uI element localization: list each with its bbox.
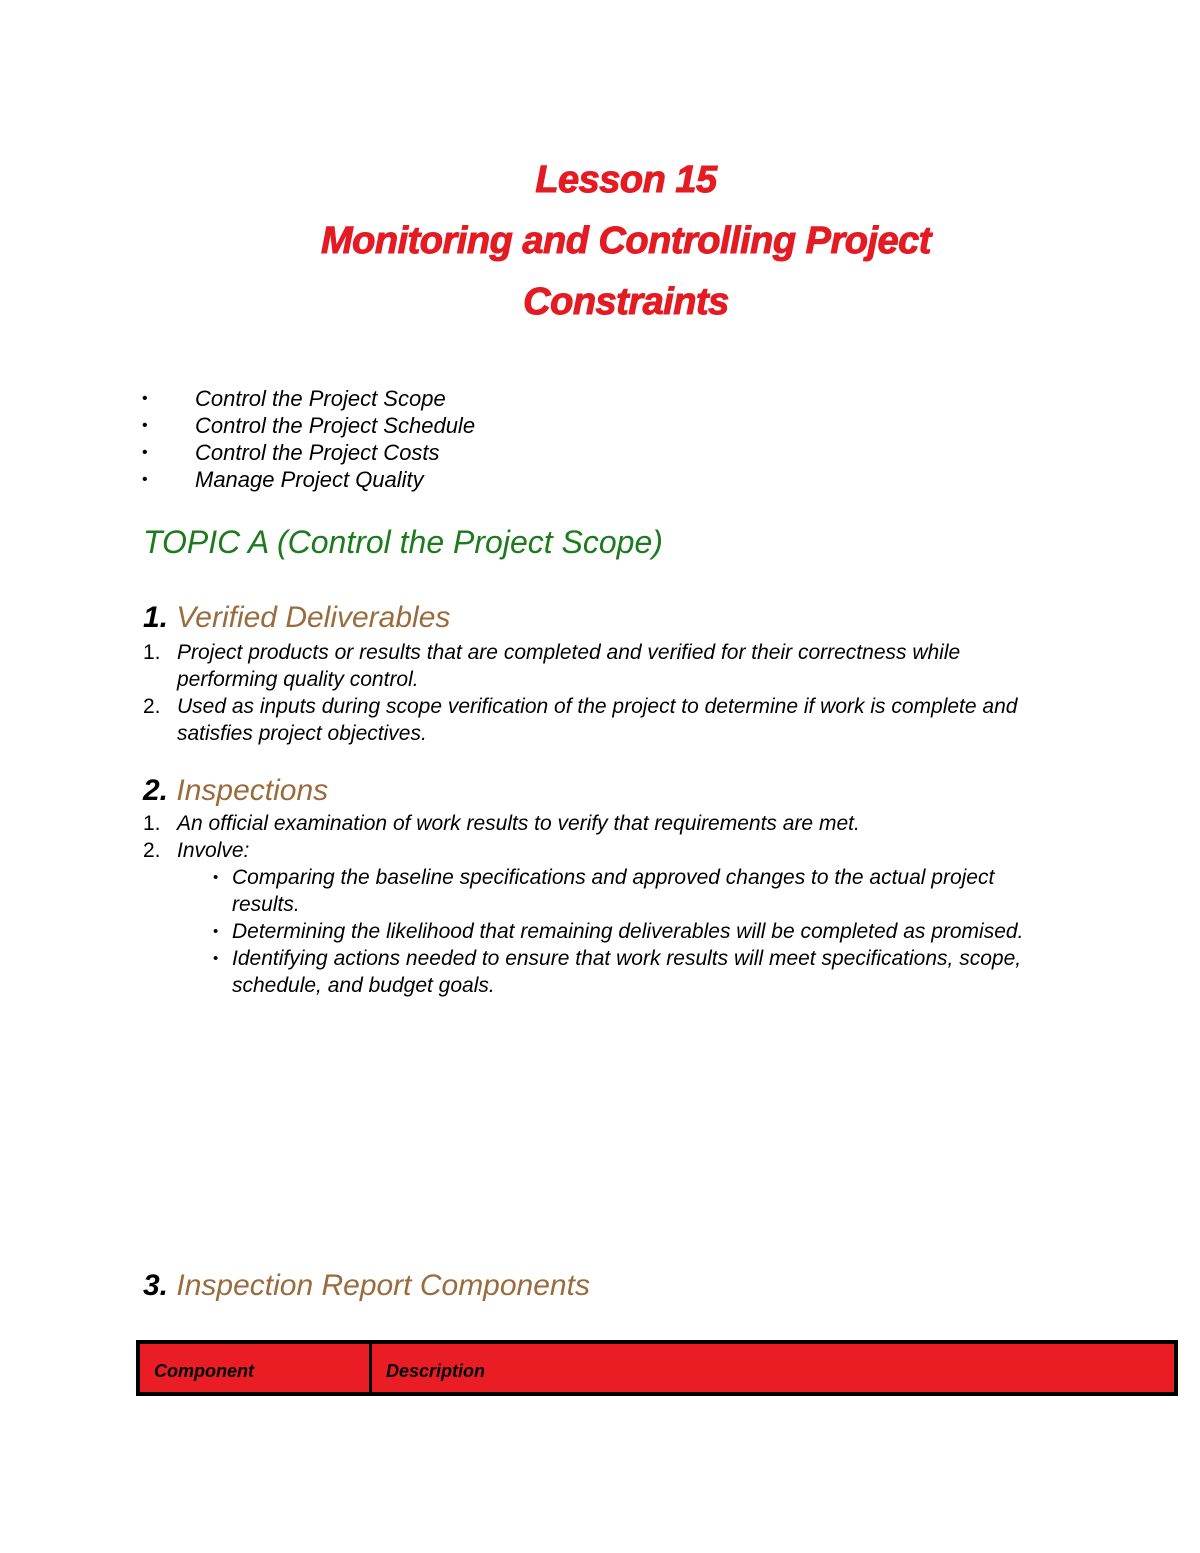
item-number: 1. bbox=[143, 641, 161, 664]
inspections-list bbox=[143, 810, 1063, 999]
bullet-icon: • bbox=[213, 869, 219, 886]
bullet-icon: • bbox=[142, 390, 148, 407]
section-number: 2. bbox=[143, 774, 169, 807]
bullet-icon: • bbox=[213, 923, 219, 940]
section-label: Verified Deliverables bbox=[176, 601, 451, 634]
item-number: 1. bbox=[143, 812, 161, 835]
bullet-icon: • bbox=[142, 417, 148, 434]
section-heading-inspection-report-components bbox=[143, 1268, 590, 1304]
item-number: 2. bbox=[143, 839, 161, 862]
section-number: 3. bbox=[143, 1269, 169, 1302]
section-label: Inspection Report Components bbox=[176, 1269, 590, 1302]
title-line-2: Monitoring and Controlling Project bbox=[321, 220, 931, 262]
list-item: • Manage Project Quality bbox=[142, 467, 424, 492]
list-item: • Control the Project Scope bbox=[142, 386, 446, 411]
section-label: Inspections bbox=[176, 774, 329, 807]
sub-list-item: • Identifying actions needed to ensure that work results will meet specifications, scope, schedule, and budget goals. bbox=[213, 947, 1022, 997]
list-item: 2. Used as inputs during scope verification of the project to determine if work is complete and satisfies project objectives. bbox=[143, 695, 1018, 745]
table-header-component: Component bbox=[140, 1344, 372, 1392]
lesson-title bbox=[0, 150, 1200, 333]
table-header-description: Description bbox=[386, 1361, 486, 1381]
inspection-report-table bbox=[136, 1340, 1178, 1396]
bullet-icon: • bbox=[213, 950, 219, 967]
section-heading-inspections bbox=[143, 773, 328, 809]
item-number: 2. bbox=[143, 695, 161, 718]
topic-heading: TOPIC A (Control the Project Scope) bbox=[143, 524, 663, 560]
bullet-icon: • bbox=[142, 444, 148, 461]
verified-deliverables-list bbox=[143, 639, 1063, 747]
list-item: • Control the Project Costs bbox=[142, 440, 440, 465]
list-item: • Control the Project Schedule bbox=[142, 413, 476, 438]
section-heading-verified-deliverables bbox=[143, 600, 450, 636]
section-number: 1. bbox=[143, 601, 169, 634]
title-line-1: Lesson 15 bbox=[535, 159, 717, 201]
sub-list-item: • Comparing the baseline specifications and approved changes to the actual project results. bbox=[213, 866, 995, 916]
sub-list-item: • Determining the likelihood that remaining deliverables will be completed as promised. bbox=[213, 920, 1024, 943]
inspections-sub-list bbox=[143, 864, 1063, 999]
title-line-3: Constraints bbox=[523, 281, 729, 323]
list-item: 2. Involve: bbox=[143, 839, 250, 862]
sub-list-container bbox=[143, 864, 1063, 999]
list-item: 1. An official examination of work results to verify that requirements are met. bbox=[143, 812, 860, 835]
bullet-icon: • bbox=[142, 471, 148, 488]
overview-bullet-list bbox=[140, 385, 475, 493]
list-item: 1. Project products or results that are completed and verified for their correctness while performing quality control. bbox=[143, 641, 961, 691]
